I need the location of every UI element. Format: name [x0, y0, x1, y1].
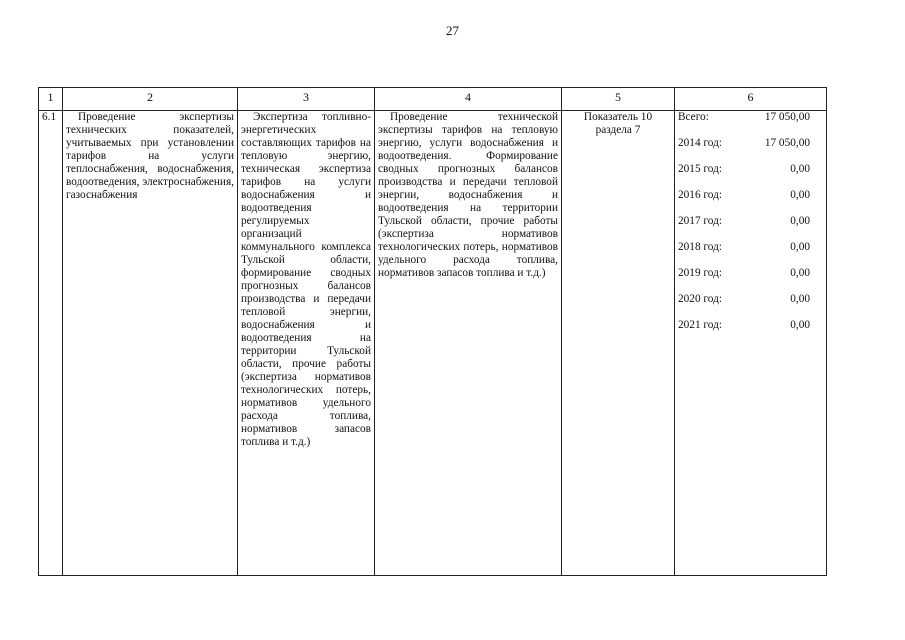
funding-row: [678, 241, 823, 267]
activity-cell: Проведение экспертизы технических показателей, учитываемых при установлении тарифов на услуги теплоснабжения, водоснабжения, водоотведения, электроснабжения, газоснабжения: [63, 111, 238, 576]
row-number: 6.1: [39, 111, 63, 576]
funding-label: 2016 год:: [678, 189, 722, 201]
column-header: 4: [375, 88, 562, 111]
funding-value: 0,00: [790, 163, 810, 175]
column-header: 6: [675, 88, 827, 111]
column-header: 3: [238, 88, 375, 111]
funding-value: 0,00: [790, 267, 810, 279]
funding-row: [678, 137, 823, 163]
funding-value: 17 050,00: [764, 111, 810, 123]
funding-value: 0,00: [790, 189, 810, 201]
funding-label: 2021 год:: [678, 319, 722, 331]
funding-label: 2020 год:: [678, 293, 722, 305]
funding-label: 2014 год:: [678, 137, 722, 149]
funding-label: 2019 год:: [678, 267, 722, 279]
column-header: 1: [39, 88, 63, 111]
funding-value: 0,00: [790, 319, 810, 331]
funding-label: 2017 год:: [678, 215, 722, 227]
funding-value: 0,00: [790, 293, 810, 305]
funding-label: 2015 год:: [678, 163, 722, 175]
header-row: [39, 88, 827, 111]
column-header: 2: [63, 88, 238, 111]
funding-value: 0,00: [790, 215, 810, 227]
funding-label: 2018 год:: [678, 241, 722, 253]
column-header: 5: [562, 88, 675, 111]
funding-row: [678, 215, 823, 241]
funding-value: 0,00: [790, 241, 810, 253]
result-cell: Проведение технической экспертизы тарифов на тепловую энергию, услуги водоснабжения и водоотведения. Формирование сводных прогнозных балансов производства и передачи тепловой энергии, водоснабжения и водоотведения на территории Тульской области, прочие работы (экспертиза нормативов технологических потерь, нормативов удельного расхода топлива, нормативов запасов топлива и т.д.): [375, 111, 562, 576]
funding-value: 17 050,00: [764, 137, 810, 149]
funding-row: [678, 163, 823, 189]
content-cell: Экспертиза топливно-энергетических составляющих тарифов на тепловую энергию, техническая экспертиза тарифов на услуги водоснабжения и водоотведения регулируемых организаций коммунального комплекса Тульской области, формирование сводных прогнозных балансов производства и передачи тепловой энергии, водоснабжения и водоотведения на территории Тульской области, прочие работы (экспертиза нормативов технологических потерь, нормативов удельного расхода топлива, нормативов запасов топлива и т.д.): [238, 111, 375, 576]
funding-label: Всего:: [678, 111, 709, 123]
funding-row: [678, 267, 823, 293]
funding-cell: [675, 111, 827, 576]
funding-row: [678, 293, 823, 319]
funding-row: [678, 111, 823, 137]
page-number: 27: [446, 23, 459, 38]
indicator-cell: Показатель 10 раздела 7: [562, 111, 675, 576]
funding-row: [678, 189, 823, 215]
funding-row: [678, 319, 823, 345]
table-row: [39, 111, 827, 576]
program-table: [38, 87, 827, 576]
